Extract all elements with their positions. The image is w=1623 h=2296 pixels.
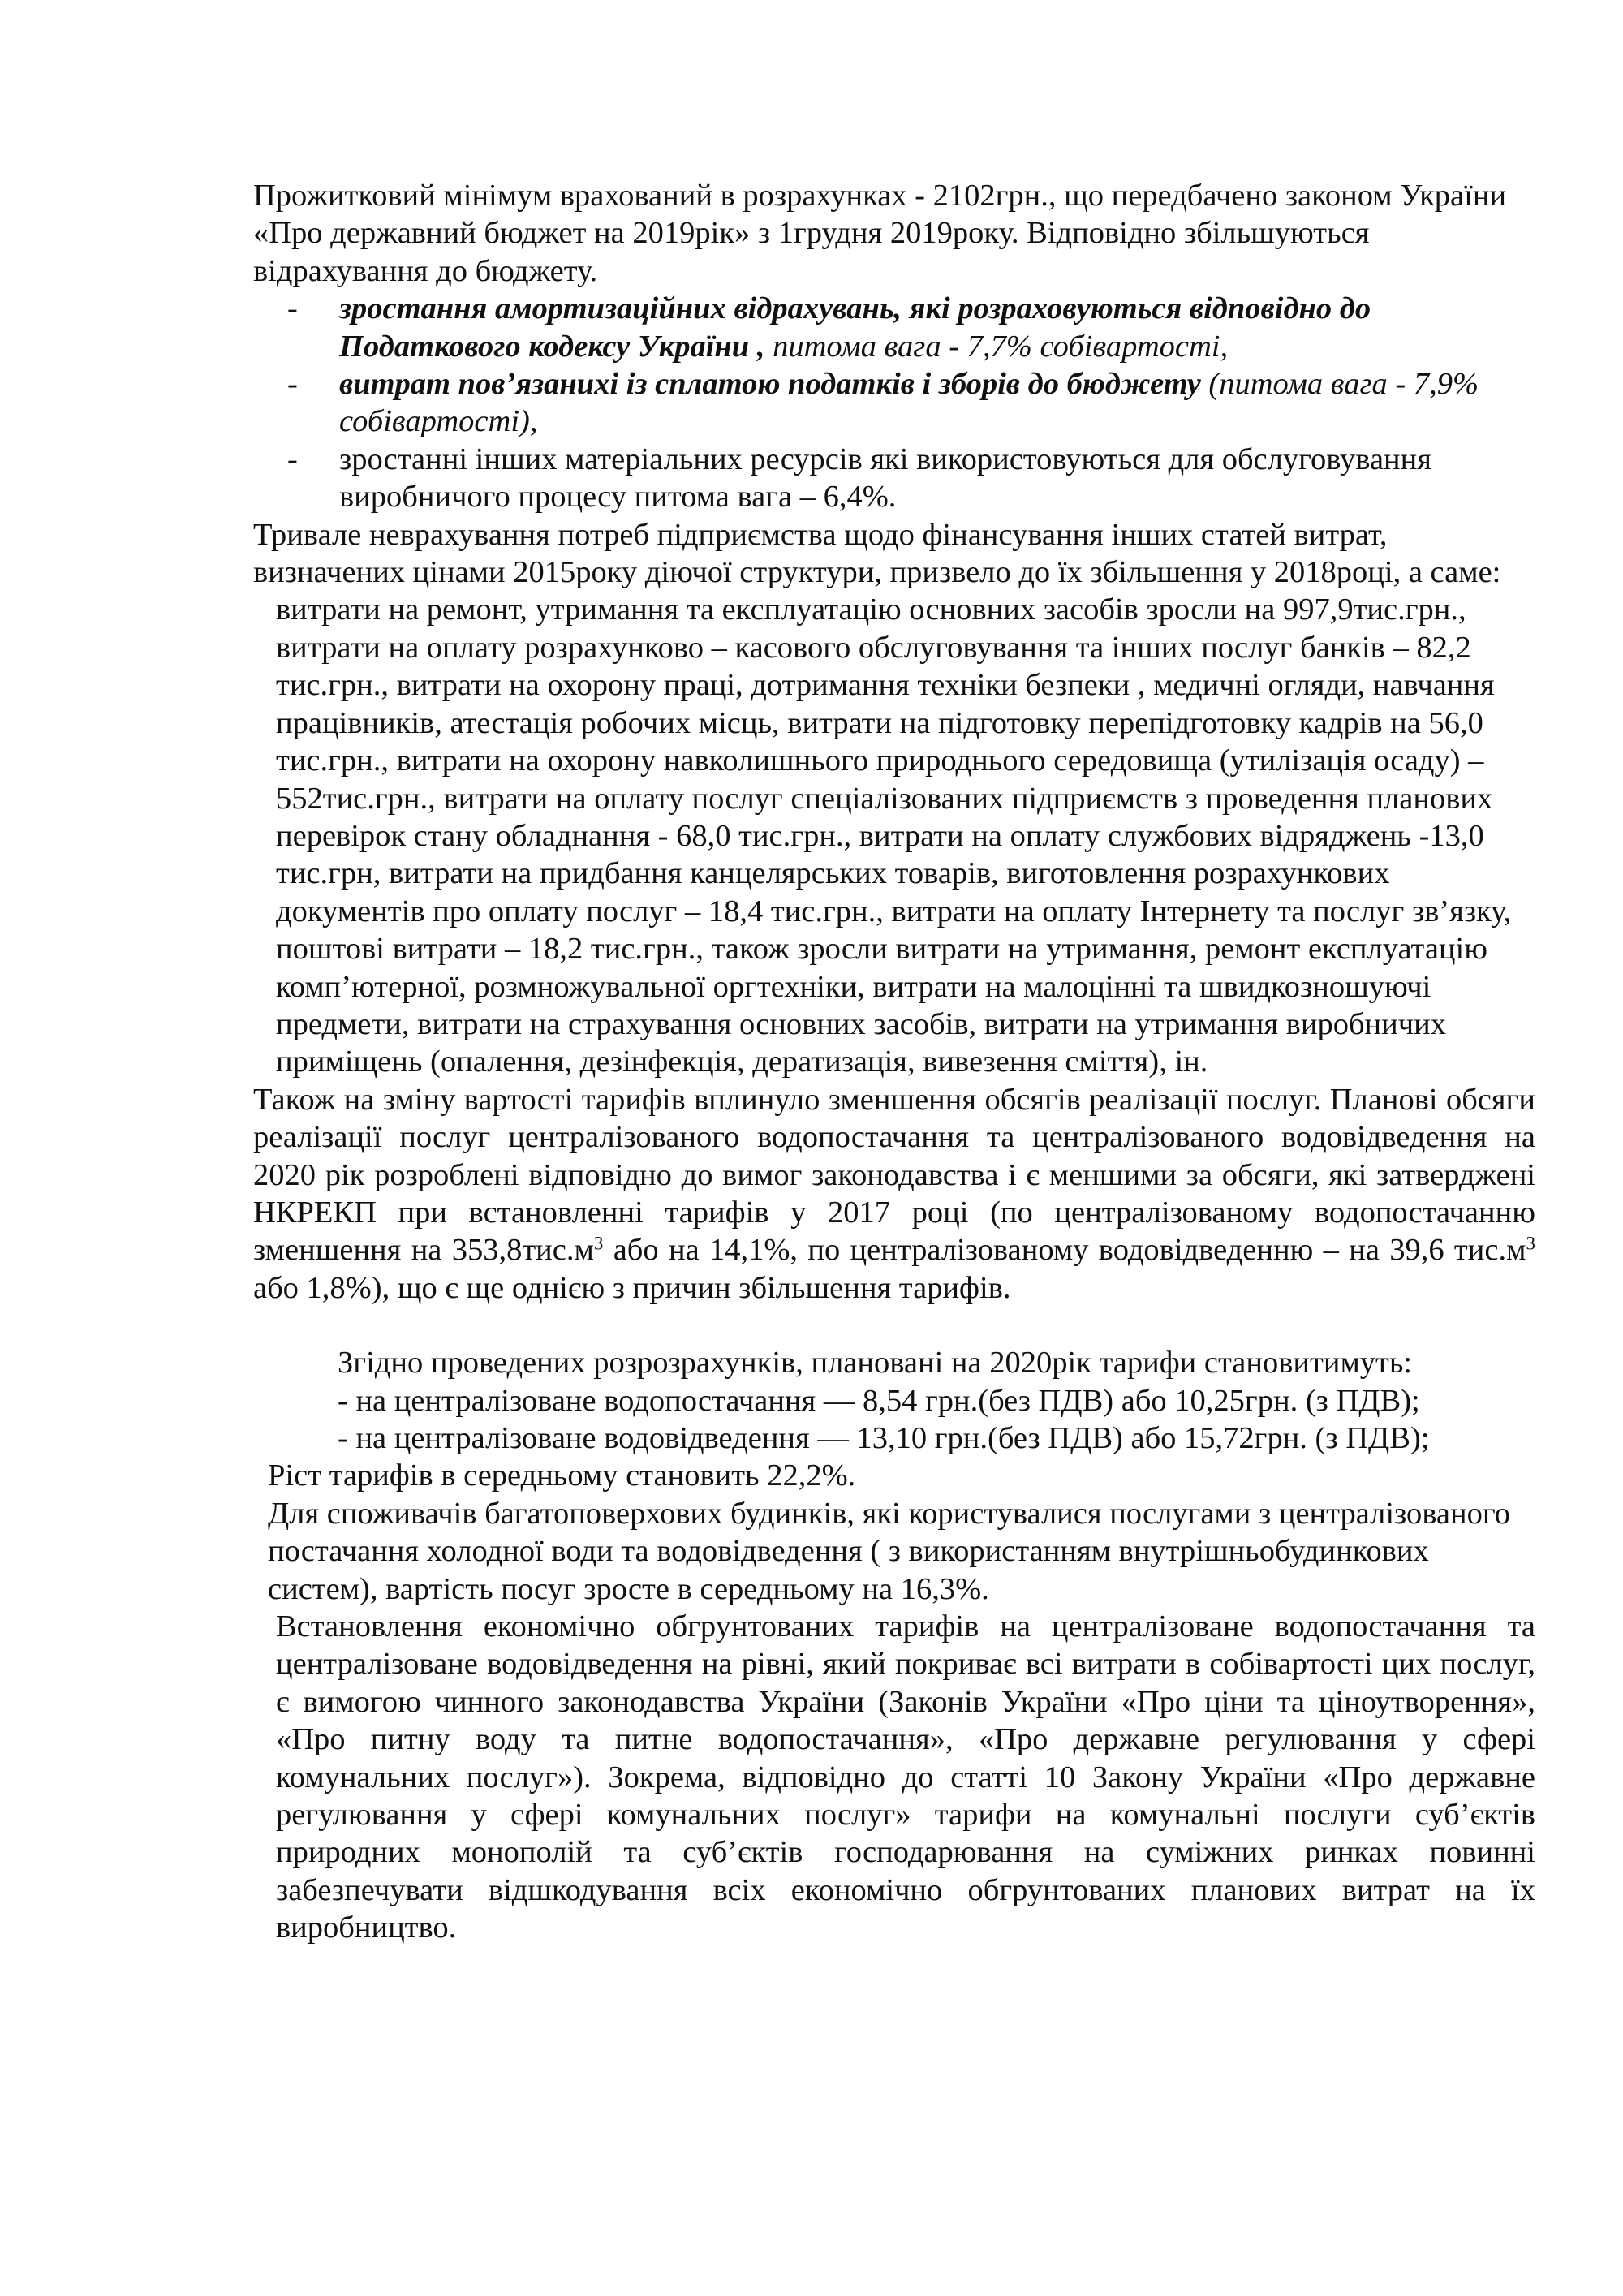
list-item-note: питома вага - 7,7% собівартості, (764, 329, 1229, 364)
untracked-needs-paragraph: Тривале неврахування потреб підприємства щодо фінансування інших статей витрат, визначених цінами 2015року діючої структури, призвело до їх збільшення у 2018році, а саме: (253, 517, 1501, 590)
list-dash: - (287, 367, 298, 402)
document-body (253, 177, 1535, 1947)
volumes-paragraph (253, 1081, 1535, 1307)
average-growth-line: Ріст тарифів в середньому становить 22,2%. (268, 1458, 856, 1493)
list-dash: - (287, 291, 298, 326)
list-item (253, 290, 1535, 365)
list-item-emphasis: зростання амортизаційних відрахувань, які розраховуються відповідно до Податкового кодексу України , (339, 291, 1371, 364)
cubic-superscript: 3 (1526, 1232, 1535, 1254)
cost-increase-paragraph: витрати на ремонт, утримання та експлуатацію основних засобів зросли на 997,9тис.грн., витрати на оплату розрахунково – касового обслуговування та інших послуг банків – 82,2 тис.грн., витрати на охорону праці, дотримання техніки безпеки , медичні огляди, навчання працівників, атестація робочих місць, витрати на підготовку перепідготовку кадрів на 56,0 тис.грн., витрати на охорону навколишнього природнього середовища (утилізація осаду) – 552тис.грн., витрати на оплату послуг спеціалізованих підприємств з проведення планових перевірок стану обладнання - 68,0 тис.грн., витрати на оплату службових відряджень -13,0 тис.грн, витрати на придбання канцелярських товарів, виготовлення розрахункових документів про оплату послуг – 18,4 тис.грн., витрати на оплату Інтернету та послуг зв’язку, поштові витрати – 18,2 тис.грн., також зросли витрати на утримання, ремонт експлуатацію комп’ютерної, розмножувальної оргтехніки, витрати на малоцінні та швидкозношуючі предмети, витрати на страхування основних засобів, витрати на утримання виробничих приміщень (опалення, дезінфекція, дератизація, вивезення сміття), ін. (276, 592, 1512, 1079)
paragraph-spacer (253, 1307, 1535, 1344)
cubic-superscript: 3 (593, 1232, 604, 1254)
list-item-emphasis: витрат пов’язанихі із сплатою податків і зборів до бюджету (339, 367, 1201, 402)
list-item-text: зростанні інших матеріальних ресурсів які використовуються для обслуговування виробничого процесу питома вага – 6,4%. (339, 442, 1431, 515)
volumes-text-part: або на 14,1%, по централізованому водовідведенню – на 39,6 тис.м (603, 1233, 1526, 1268)
tariff-sewage-line: - на централізоване водовідведення — 13,10 грн.(без ПДВ) або 15,72грн. (з ПДВ); (338, 1421, 1430, 1455)
cost-factors-list (253, 290, 1535, 515)
closing-paragraph: Встановлення економічно обгрунтованих тарифів на централізоване водопостачання та централізоване водовідведення на рівні, який покриває всі витрати в собівартості цих послуг, є вимогою чинного законодавства України (Законів України «Про ціни та ціноутворення», «Про питну воду та питне водопостачання», «Про державне регулювання у сфері комунальних послуг»). Зокрема, відповідно до статті 10 Закону України «Про державне регулювання у сфері комунальних послуг» тарифи на комунальні послуги суб’єктів природних монополій та суб’єктів господарювання на суміжних ринках повинні забезпечувати відшкодування всіх економічно обгрунтованих планових витрат на їх виробництво. (276, 1609, 1535, 1945)
consumers-paragraph: Для споживачів багатоповерхових будинків, які користувалися послугами з централізованого постачання холодної води та водовідведення ( з використанням внутрішньобудинкових систем), вартість посуг зросте в середньому на 16,3%. (268, 1496, 1510, 1606)
volumes-text-part: Також на зміну вартості тарифів вплинуло зменшення обсягів реалізації послуг. Планові обсяги реалізації послуг централізованого водопостачання та централізованого водовідведення на 2020 рік розроблені відповідно до вимог законодавства і є меншими за обсяги, які затверджені НКРЕКП при встановленні тарифів у 2017 році (по централізованому водопостачанню зменшення на 353,8тис.м (253, 1082, 1535, 1268)
tariff-water-line: - на централізоване водопостачання — 8,54 грн.(без ПДВ) або 10,25грн. (з ПДВ); (338, 1383, 1420, 1418)
intro-paragraph: Прожитковий мінімум врахований в розрахунках - 2102грн., що передбачено законом України «Про державний бюджет на 2019рік» з 1грудня 2019року. Відповідно збільшуються відрахування до бюджету. (253, 179, 1507, 288)
list-item (253, 441, 1535, 516)
list-item (253, 365, 1535, 441)
tariffs-intro: Згідно проведених розрозрахунків, плановані на 2020рік тарифи становитимуть: (338, 1346, 1413, 1381)
list-item-note: (питома вага - 7,9% собівартості), (339, 367, 1479, 439)
volumes-text-part: або 1,8%), що є ще однією з причин збільшення тарифів. (253, 1270, 1011, 1305)
list-dash: - (287, 442, 298, 476)
